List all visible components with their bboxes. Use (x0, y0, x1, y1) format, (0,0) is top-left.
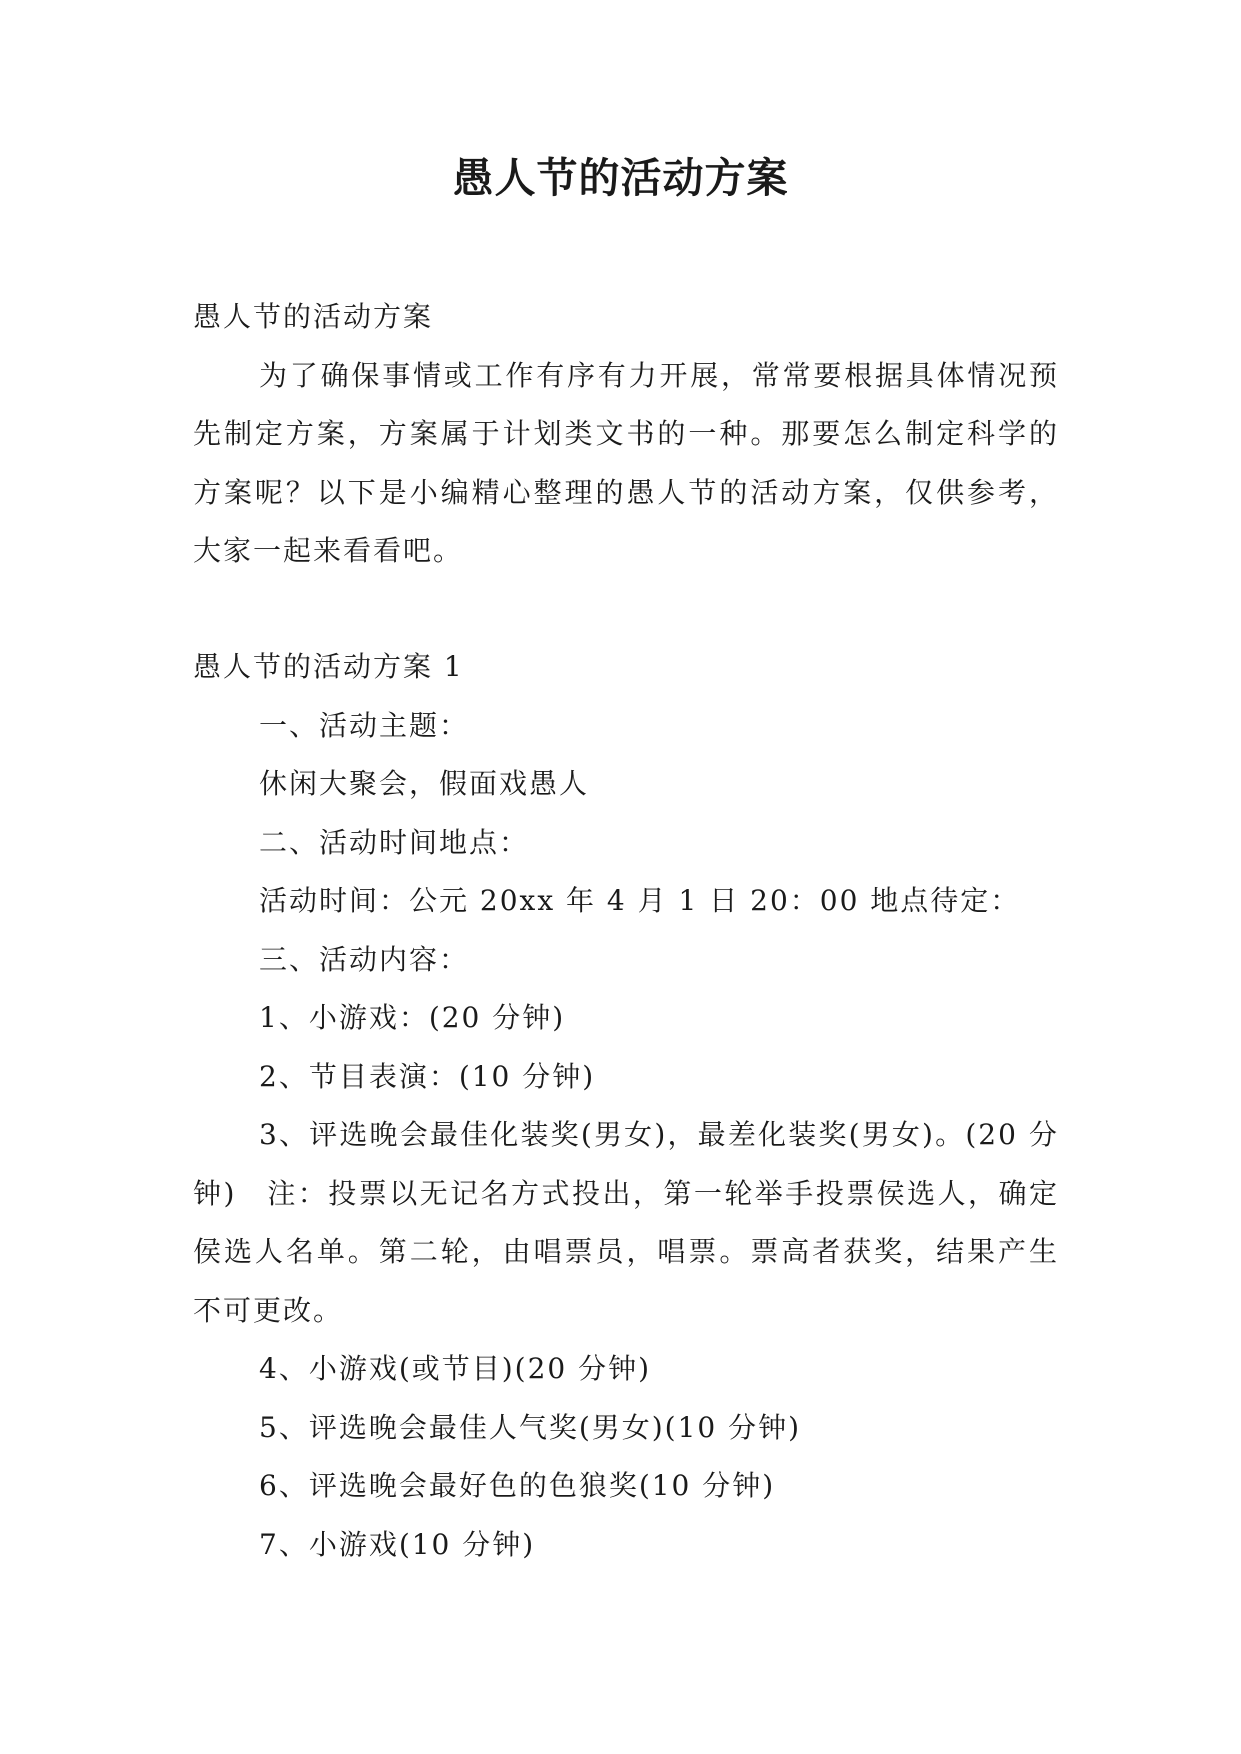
list-item: 6、评选晚会最好色的色狼奖(10 分钟) (259, 1469, 776, 1502)
list-item: 1、小游戏：(20 分钟) (259, 1001, 566, 1034)
intro-paragraph: 为了确保事情或工作有序有力开展，常常要根据具体情况预先制定方案，方案属于计划类文书的一种。那要怎么制定科学的方案呢？以下是小编精心整理的愚人节的活动方案，仅供参考，大家一起来看看吧。 (193, 358, 1059, 567)
time-label: 二、活动时间地点： (259, 825, 530, 859)
theme-label: 一、活动主题： (259, 708, 470, 742)
intro-heading: 愚人节的活动方案 (193, 300, 434, 333)
list-item: 4、小游戏(或节目)(20 分钟) (259, 1352, 652, 1385)
document-title: 愚人节的活动方案 (452, 154, 789, 202)
theme-value: 休闲大聚会，假面戏愚人 (259, 767, 590, 800)
list-item: 7、小游戏(10 分钟) (259, 1527, 536, 1561)
list-item: 3、评选晚会最佳化装奖(男女)，最差化装奖(男女)。(20 分钟) 注：投票以无记名方式投出，第一轮举手投票侯选人，确定侯选人名单。第二轮，由唱票员，唱票。票高者获奖，结果产生不可更改。 (193, 1118, 1059, 1327)
list-item: 2、节目表演：(10 分钟) (259, 1059, 596, 1093)
time-value: 活动时间：公元 20xx 年 4 月 1 日 20：00 地点待定： (259, 884, 1021, 917)
content-label: 三、活动内容： (259, 942, 470, 976)
intro-block (193, 288, 1059, 581)
section-1 (193, 638, 1059, 1574)
section-1-heading: 愚人节的活动方案 1 (193, 650, 464, 683)
list-item: 5、评选晚会最佳人气奖(男女)(10 分钟) (259, 1410, 802, 1444)
